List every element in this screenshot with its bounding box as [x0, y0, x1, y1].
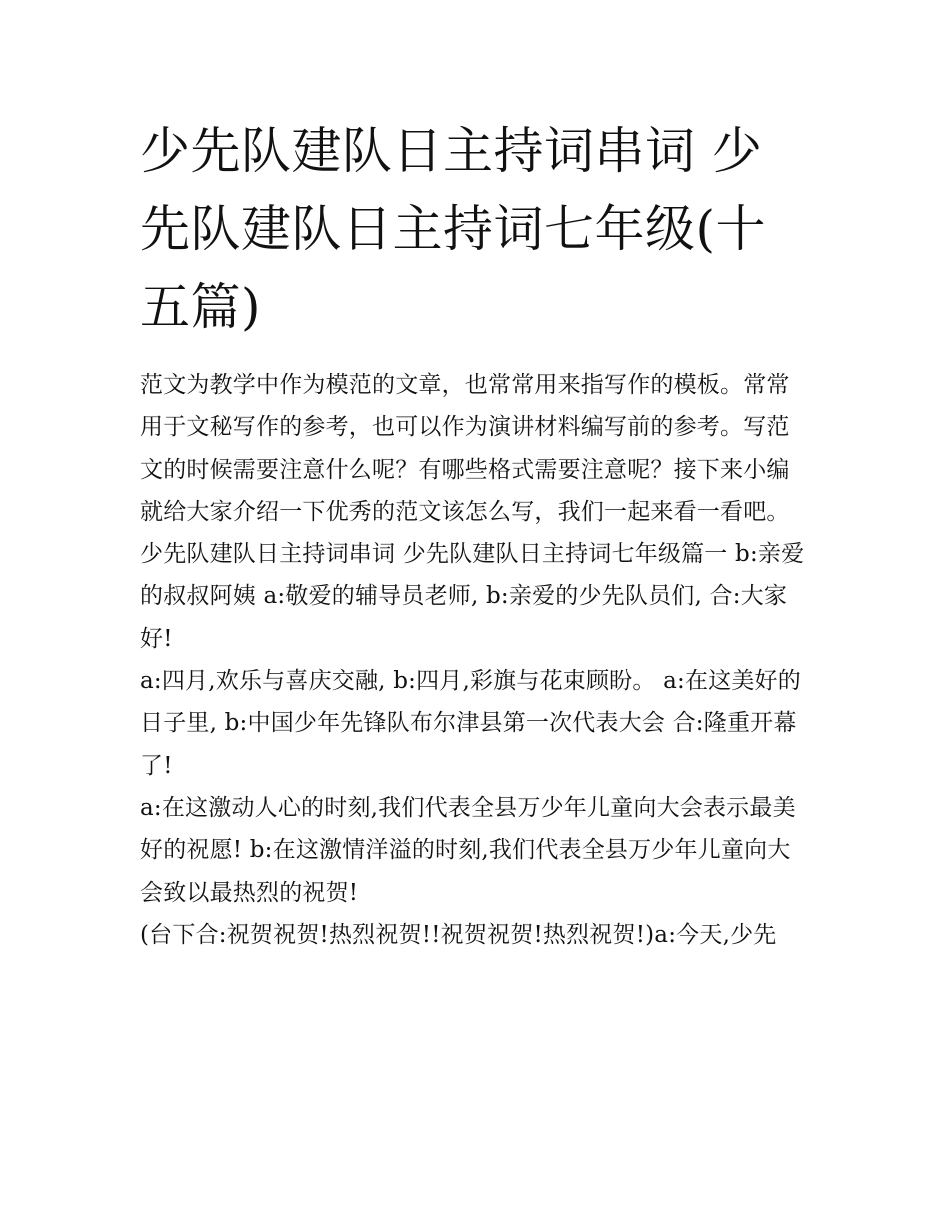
- paragraph-greeting: 少先队建队日主持词串词 少先队建队日主持词七年级篇一 b:亲爱的叔叔阿姨 a:敬爱的辅导员老师, b:亲爱的少先队员们, 合:大家好!: [140, 541, 805, 652]
- paragraph-wishes: a:在这激动人心的时刻,我们代表全县万少年儿童向大会表示最美好的祝愿! b:在这激情洋溢的时刻,我们代表全县万少年儿童向大会致以最热烈的祝贺!: [140, 794, 796, 906]
- paragraph-intro: 范文为教学中作为模范的文章，也常常用来指写作的模板。常常用于文秘写作的参考，也可以作为演讲材料编写前的参考。写范文的时候需要注意什么呢？有哪些格式需要注意呢？接下来小编就给大家介绍一下优秀的范文该怎么写，我们一起来看一看吧。: [140, 372, 790, 525]
- document-body: [140, 364, 812, 956]
- paragraph-april: a:四月,欢乐与喜庆交融, b:四月,彩旗与花束顾盼。 a:在这美好的日子里, b:中国少年先锋队布尔津县第一次代表大会 合:隆重开幕了!: [140, 668, 801, 779]
- document-title: 少先队建队日主持词串词 少先队建队日主持词七年级(十五篇): [140, 122, 767, 336]
- document-content: [140, 112, 812, 956]
- paragraph-cheer: (台下合:祝贺祝贺!热烈祝贺!!祝贺祝贺!热烈祝贺!)a:今天,少先: [140, 921, 777, 948]
